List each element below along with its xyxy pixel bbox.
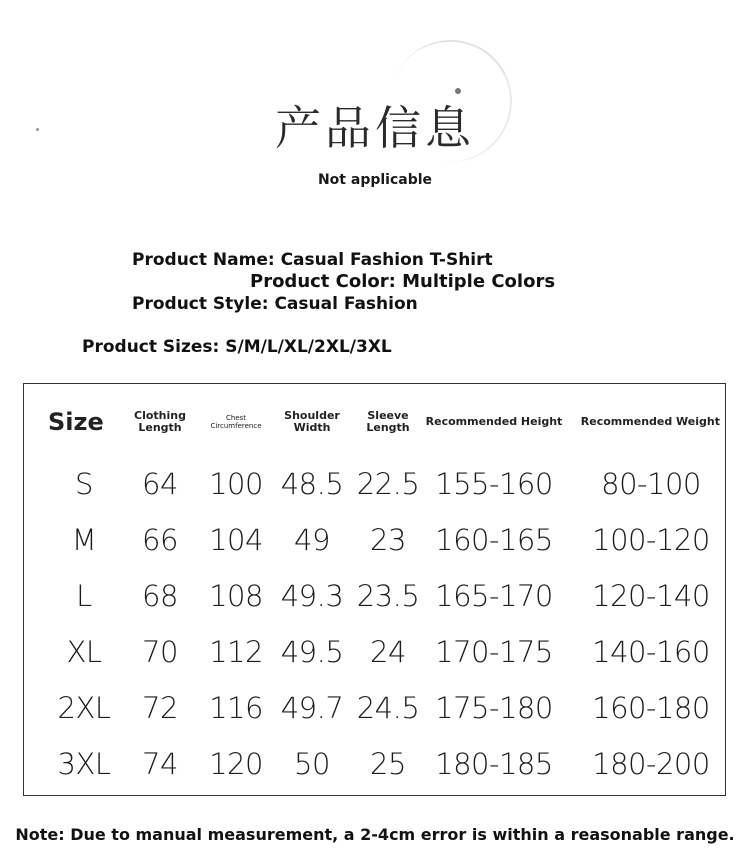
measurement-note: Note: Due to manual measurement, a 2-4cm error is within a reasonable range.	[15, 825, 735, 844]
cell-size: L	[76, 579, 92, 613]
cell-sleeve: 22.5	[356, 467, 420, 501]
header-sleeve-length: Sleeve Length	[366, 409, 410, 434]
cell-chest: 104	[209, 523, 263, 557]
cell-sleeve: 24	[370, 635, 406, 669]
table-row	[48, 456, 738, 512]
cell-size: S	[75, 467, 93, 501]
product-style: Product Style: Casual Fashion	[132, 294, 418, 314]
product-sizes: Product Sizes: S/M/L/XL/2XL/3XL	[82, 337, 392, 357]
cell-height: 155-160	[435, 467, 553, 501]
header-shoulder-width: Shoulder Width	[284, 409, 340, 434]
product-name: Product Name: Casual Fashion T-Shirt	[132, 250, 493, 270]
cell-chest: 108	[209, 579, 263, 613]
cell-clothing-length: 64	[142, 467, 178, 501]
cell-weight: 180-200	[592, 747, 710, 781]
cell-chest: 120	[209, 747, 263, 781]
header-chest-circumference: Chest Circumference	[210, 414, 262, 430]
table-row	[48, 736, 738, 792]
header-recommended-weight: Recommended Weight	[580, 415, 720, 428]
size-chart-table	[48, 384, 738, 792]
cell-shoulder: 49.3	[280, 579, 344, 613]
cell-size: M	[71, 523, 97, 557]
cell-chest: 116	[209, 691, 263, 725]
header-clothing-length: Clothing Length	[134, 409, 186, 434]
page-title: 产品信息	[275, 101, 475, 155]
cell-sleeve: 23	[370, 523, 406, 557]
table-row	[48, 568, 738, 624]
cell-size: 3XL	[57, 747, 111, 781]
cell-shoulder: 49.7	[280, 691, 344, 725]
cell-weight: 80-100	[601, 467, 701, 501]
cell-height: 165-170	[435, 579, 553, 613]
cell-shoulder: 49.5	[280, 635, 344, 669]
table-header-row	[48, 384, 738, 456]
cell-sleeve: 23.5	[356, 579, 420, 613]
table-row	[48, 624, 738, 680]
table-row	[48, 512, 738, 568]
cell-sleeve: 24.5	[356, 691, 420, 725]
cell-weight: 120-140	[592, 579, 710, 613]
cell-shoulder: 50	[294, 747, 330, 781]
header-recommended-height: Recommended Height	[425, 415, 563, 428]
cell-clothing-length: 68	[142, 579, 178, 613]
product-color: Product Color: Multiple Colors	[250, 271, 556, 292]
size-chart-box	[23, 383, 726, 796]
cell-clothing-length: 72	[142, 691, 178, 725]
cell-weight: 160-180	[592, 691, 710, 725]
cell-size: 2XL	[57, 691, 111, 725]
cell-height: 180-185	[435, 747, 553, 781]
cell-height: 160-165	[435, 523, 553, 557]
header-size: Size	[48, 408, 104, 436]
cell-sleeve: 25	[370, 747, 406, 781]
cell-clothing-length: 70	[142, 635, 178, 669]
cell-weight: 140-160	[592, 635, 710, 669]
cell-height: 170-175	[435, 635, 553, 669]
cell-height: 175-180	[435, 691, 553, 725]
cell-chest: 112	[209, 635, 263, 669]
page-subtitle: Not applicable	[317, 172, 433, 188]
table-row	[48, 680, 738, 736]
cell-shoulder: 48.5	[280, 467, 344, 501]
cell-clothing-length: 66	[142, 523, 178, 557]
cell-shoulder: 49	[294, 523, 330, 557]
cell-weight: 100-120	[592, 523, 710, 557]
cell-chest: 100	[209, 467, 263, 501]
cell-size: XL	[66, 635, 102, 669]
cell-clothing-length: 74	[142, 747, 178, 781]
